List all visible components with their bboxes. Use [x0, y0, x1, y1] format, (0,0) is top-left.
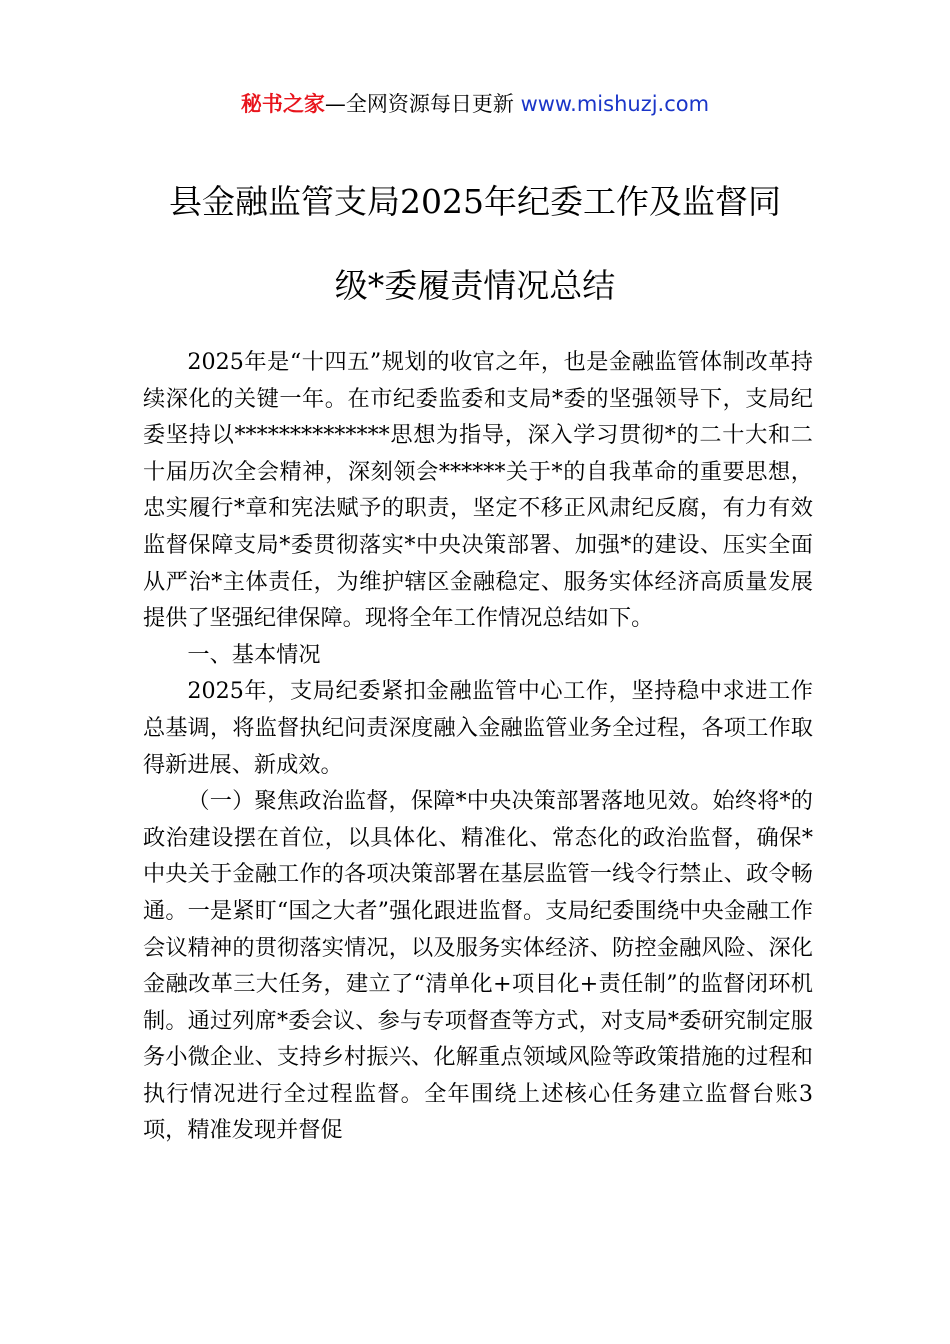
intro-paragraph: 2025年是“十四五”规划的收官之年，也是金融监管体制改革持续深化的关键一年。在市纪委监委和支局*委的坚强领导下，支局纪委坚持以**************思想为指导，深入学习贯彻*的二十大和二十届历次全会精神，深刻领会******关于*的自我革命的重要思想，忠实履行*章和宪法赋予的职责，坚定不移正风肃纪反腐，有力有效监督保障支局*委贯彻落实*中央决策部署、加强*的建设、压实全面从严治*主体责任，为维护辖区金融稳定、服务实体经济高质量发展提供了坚强纪律保障。现将全年工作情况总结如下。: [143, 349, 813, 632]
title-line-1: 县金融监管支局2025年纪委工作及监督同: [169, 182, 781, 221]
section-heading: 一、基本情况: [187, 641, 321, 668]
title-line-2: 级*委履责情况总结: [334, 266, 616, 305]
body-paragraph: 2025年，支局纪委紧扣金融监管中心工作，坚持稳中求进工作总基调，将监督执纪问责深度融入金融监管业务全过程，各项工作取得新进展、新成效。: [143, 678, 813, 778]
brand-name: 秘书之家: [240, 92, 325, 116]
document-title: [100, 160, 850, 328]
site-header: [0, 88, 950, 120]
site-tagline: —全网资源每日更新: [324, 92, 521, 116]
body-paragraph: （一）聚焦政治监督，保障*中央决策部署落地见效。始终将*的政治建设摆在首位，以具体化、精准化、常态化的政治监督，确保*中央关于金融工作的各项决策部署在基层监管一线令行禁止、政令畅通。一是紧盯“国之大者”强化跟进监督。支局纪委围绕中央金融工作会议精神的贯彻落实情况，以及服务实体经济、防控金融风险、深化金融改革三大任务，建立了“清单化+项目化+责任制”的监督闭环机制。通过列席*委会议、参与专项督查等方式，对支局*委研究制定服务小微企业、支持乡村振兴、化解重点领域风险等政策措施的过程和执行情况进行全过程监督。全年围绕上述核心任务建立监督台账3项，精准发现并督促: [143, 788, 813, 1144]
document-body: [143, 344, 813, 1149]
site-url-link[interactable]: www.mishuzj.com: [520, 92, 710, 116]
